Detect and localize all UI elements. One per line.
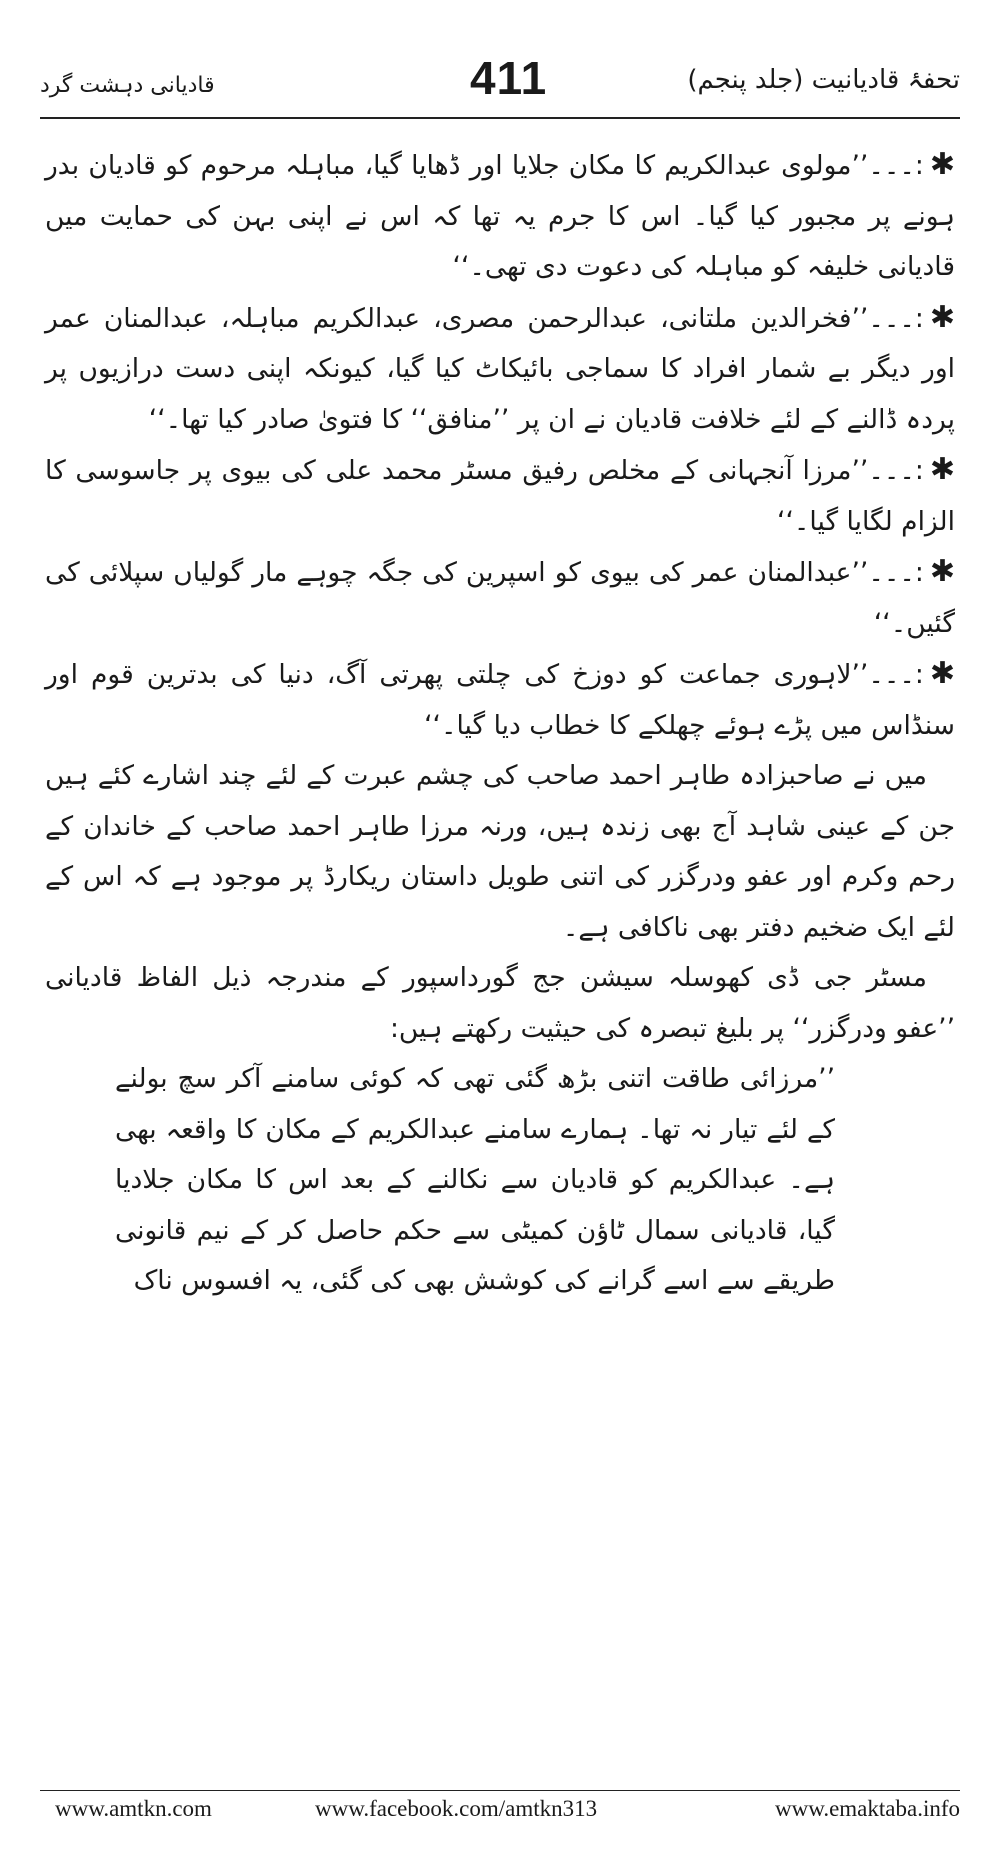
footer-link-emaktaba[interactable]: www.emaktaba.info bbox=[775, 1796, 960, 1821]
paragraph bbox=[45, 547, 955, 649]
page-number: 411 bbox=[470, 52, 548, 104]
footer-link-facebook[interactable]: www.facebook.com/amtkn313 bbox=[315, 1796, 598, 1821]
footer-link-amtkn[interactable]: www.amtkn.com bbox=[55, 1796, 212, 1821]
paragraph bbox=[45, 649, 955, 751]
paragraph bbox=[45, 953, 955, 1054]
page-header bbox=[40, 52, 960, 115]
paragraph bbox=[45, 140, 955, 293]
book-title: تحفۂ قادیانیت (جلد پنجم) bbox=[687, 65, 960, 95]
chapter-title: قادیانی دہشت گرد bbox=[40, 73, 215, 98]
paragraph bbox=[45, 445, 955, 547]
asterisk-icon: ✱ bbox=[929, 554, 955, 589]
asterisk-icon: ✱ bbox=[929, 147, 955, 182]
paragraph-text: میں نے صاحبزادہ طاہر احمد صاحب کی چشم عبرت کے لئے چند اشارے کئے ہیں جن کے عینی شاہد آج بھی زندہ ہیں، ورنہ مرزا طاہر احمد صاحب کے خاندان کے رحم وکرم اور عفو ودرگزر کی اتنی طویل داستان ریکارڈ پر موجود ہے کہ اس کے لئے ایک ضخیم دفتر بھی ناکافی ہے۔ bbox=[45, 760, 955, 943]
paragraph-text: :۔۔۔’’مولوی عبدالکریم کا مکان جلایا اور ڈھایا گیا، مباہلہ مرحوم کو قادیان بدر ہونے پر مجبور کیا گیا۔ اس کا جرم یہ تھا کہ اس نے اپنی بہن کی حمایت میں قادیانی خلیفہ کو مباہلہ کی دعوت دی تھی۔‘‘ bbox=[45, 150, 955, 282]
paragraph bbox=[45, 293, 955, 446]
asterisk-icon: ✱ bbox=[929, 656, 955, 691]
header-divider bbox=[40, 117, 960, 119]
page-footer bbox=[55, 1796, 960, 1826]
block-quote: ’’مرزائی طاقت اتنی بڑھ گئی تھی کہ کوئی سامنے آکر سچ بولنے کے لئے تیار نہ تھا۔ ہمارے سامنے عبدالکریم کے مکان کا واقعہ بھی ہے۔ عبدالکریم کو قادیان سے نکالنے کے بعد اس کا مکان جلادیا گیا، قادیانی سمال ٹاؤن کمیٹی سے حکم حاصل کر کے نیم قانونی طریقے سے اسے گرانے کی کوشش بھی کی گئی، یہ افسوس ناک bbox=[115, 1063, 835, 1296]
asterisk-icon: ✱ bbox=[929, 299, 955, 335]
paragraph-text: :۔۔۔’’فخرالدین ملتانی، عبدالرحمن مصری، عبدالکریم مباہلہ، عبدالمنان عمر اور دیگر بے شمار افراد کا سماجی بائیکاٹ کیا گیا، کیونکہ اپنی دست درازیوں پر پردہ ڈالنے کے لئے خلافت قادیان نے ان پر ’’منافق‘‘ کا فتویٰ صادر کیا تھا۔‘‘ bbox=[45, 302, 955, 435]
paragraph-text: :۔۔۔’’مرزا آنجہانی کے مخلص رفیق مسٹر محمد علی کی بیوی پر جاسوسی کا الزام لگایا گیا۔‘‘ bbox=[45, 455, 955, 537]
paragraph-text: مسٹر جی ڈی کھوسلہ سیشن جج گورداسپور کے مندرجہ ذیل الفاظ قادیانی ’’عفو ودرگزر‘‘ پر بلیغ تبصرہ کی حیثیت رکھتے ہیں: bbox=[45, 962, 955, 1044]
paragraph-text: :۔۔۔’’لاہوری جماعت کو دوزخ کی چلتی پھرتی آگ، دنیا کی بدترین قوم اور سنڈاس میں پڑے ہوئے چھلکے کا خطاب دیا گیا۔‘‘ bbox=[45, 659, 955, 741]
page-body bbox=[45, 140, 955, 1307]
footer-divider bbox=[40, 1790, 960, 1791]
paragraph bbox=[45, 751, 955, 953]
asterisk-icon: ✱ bbox=[929, 452, 955, 487]
paragraph-text: :۔۔۔’’عبدالمنان عمر کی بیوی کو اسپرین کی جگہ چوہے مار گولیاں سپلائی کی گئیں۔‘‘ bbox=[45, 557, 955, 639]
